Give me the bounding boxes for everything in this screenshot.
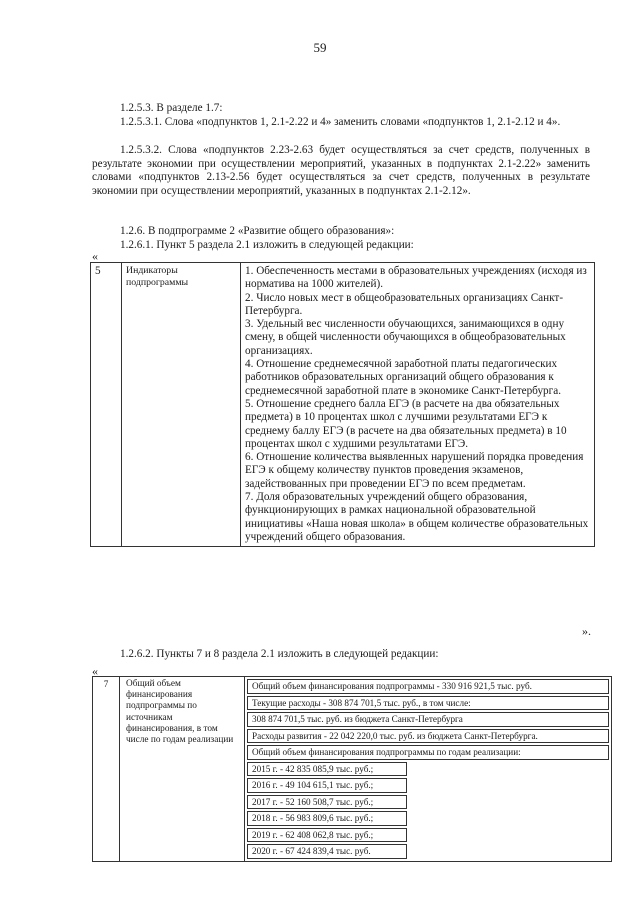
paragraph-1-2-5-3-2: 1.2.5.3.2. Слова «подпунктов 2.23-2.63 будет осуществляться за счет средств, полученных в результате экономии при осуществлении мероприятий, указанных в подпунктах 2.1-2.22» заменить словами «подпунктов 2.13-2.56 будет осуществляться за счет средств, полученных в результате экономии при осуществлении мероприятий, указанных в подпунктах 2.1-2.12». <box>92 144 590 197</box>
paragraph-1-2-6-1: 1.2.6.1. Пункт 5 раздела 2.1 изложить в следующей редакции: <box>120 239 414 251</box>
paragraph-1-2-5-3: 1.2.5.3. В разделе 1.7: <box>120 102 223 114</box>
year-line: 2015 г. - 42 835 085,9 тыс. руб.; <box>247 762 407 777</box>
indicator-item: 1. Обеспеченность местами в образовательных учреждениях (исходя из норматива на 1000 жителей). <box>245 265 587 291</box>
row-label: Индикаторы подпрограммы <box>122 263 241 547</box>
year-line: 2018 г. - 56 983 809,6 тыс. руб.; <box>247 811 407 826</box>
year-line: 2020 г. - 67 424 839,4 тыс. руб. <box>247 844 407 859</box>
indicator-item: 6. Отношение количества выявленных нарушений порядка проведения ЕГЭ к общему количеству пунктов проведения экзаменов, задействованных при проведении ЕГЭ по всем предметам. <box>245 451 584 490</box>
indicator-item: 5. Отношение среднего балла ЕГЭ (в расчете на два обязательных предмета) в 10 процентах школ с лучшими результатами ЕГЭ к среднему баллу ЕГЭ (в расчете на два обязательных предмета) в 10 процентах школ с худшими результатами ЕГЭ. <box>245 397 567 450</box>
paragraph-1-2-6: 1.2.6. В подпрограмме 2 «Развитие общего образования»: <box>120 225 395 237</box>
row-number: 7 <box>93 677 120 862</box>
page-number: 59 <box>313 40 327 55</box>
financing-line: Текущие расходы - 308 874 701,5 тыс. руб., в том числе: <box>247 696 609 711</box>
year-line: 2016 г. - 49 104 615,1 тыс. руб.; <box>247 778 407 793</box>
indicator-item: 7. Доля образовательных учреждений общего образования, функционирующих в рамках национальной образовательной инициативы «Наша новая школа» в общем количестве образовательных учреждений общего образования. <box>245 491 589 543</box>
financing-lines <box>245 677 612 862</box>
open-quote-2: « <box>92 664 98 678</box>
financing-line: Общий объем финансирования подпрограммы по годам реализации: <box>247 745 609 760</box>
financing-line: Расходы развития - 22 042 220,0 тыс. руб. из бюджета Санкт-Петербурга. <box>247 729 609 744</box>
close-quote-1: ». <box>582 624 591 638</box>
table-row <box>91 263 595 547</box>
year-line: 2017 г. - 52 160 508,7 тыс. руб.; <box>247 795 407 810</box>
indicators-list <box>241 263 595 547</box>
year-line: 2019 г. - 62 408 062,8 тыс. руб.; <box>247 828 407 843</box>
financing-line: 308 874 701,5 тыс. руб. из бюджета Санкт-Петербурга <box>247 712 609 727</box>
open-quote-1: « <box>92 249 98 263</box>
paragraph-1-2-6-2: 1.2.6.2. Пункты 7 и 8 раздела 2.1 изложить в следующей редакции: <box>120 648 439 660</box>
row-label: Общий объем финансирования подпрограммы по источникам финансирования, в том числе по годам реализации <box>120 677 245 862</box>
paragraph-1-2-5-3-1: 1.2.5.3.1. Слова «подпунктов 1, 2.1-2.22 и 4» заменить словами «подпунктов 1, 2.1-2.12 и 4». <box>120 116 561 128</box>
indicators-table <box>90 262 595 547</box>
financing-line: Общий объем финансирования подпрограммы - 330 916 921,5 тыс. руб. <box>247 679 609 694</box>
indicator-item: 2. Число новых мест в общеобразовательных организациях Санкт-Петербурга. <box>245 291 564 317</box>
table-row <box>93 677 612 862</box>
indicator-item: 4. Отношение среднемесячной заработной платы педагогических работников образовательных организаций общего образования к среднемесячной заработной плате в экономике Санкт-Петербурга. <box>245 358 561 397</box>
indicator-item: 3. Удельный вес численности обучающихся, занимающихся в одну смену, в общей численности обучающихся в общеобразовательных организациях. <box>245 318 566 357</box>
financing-table <box>92 676 612 862</box>
row-number: 5 <box>91 263 122 547</box>
